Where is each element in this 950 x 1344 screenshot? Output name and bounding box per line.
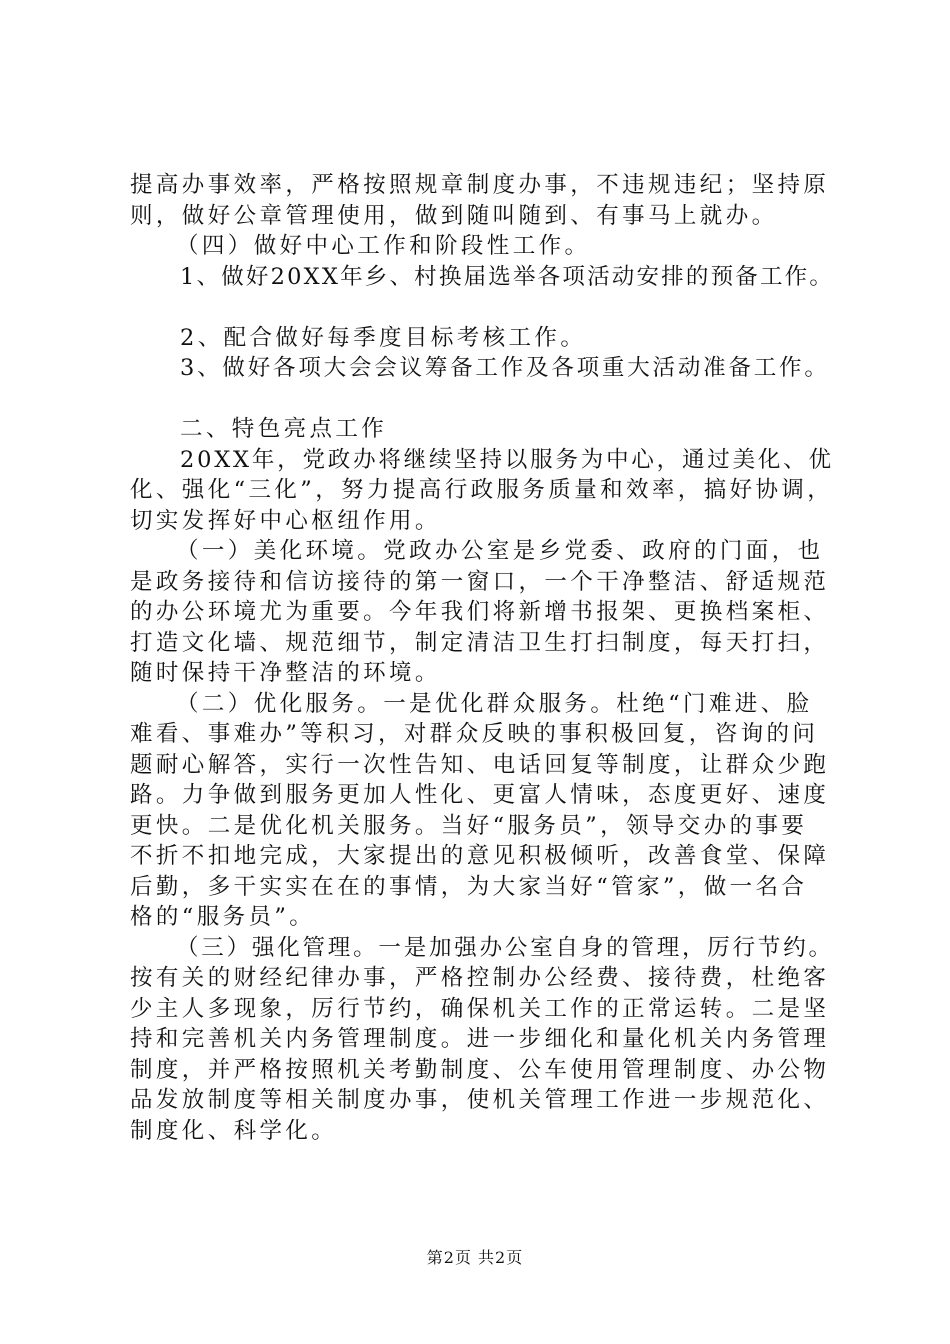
heading-section-two [130, 414, 830, 445]
document-body [130, 170, 835, 1146]
paragraph-beautify-environment [130, 536, 830, 689]
text-line: 制度，并严格按照机关考勤制度、公车使用管理制度、办公物 [130, 1056, 830, 1083]
text-line: 按有关的财经纪律办事，严格控制办公经费、接待费，杜绝客 [130, 965, 830, 991]
text-line: 持和完善机关内务管理制度。进一步细化和量化机关内务管理 [130, 1026, 830, 1052]
list-item-2 [130, 323, 830, 354]
text-line: 是政务接待和信访接待的第一窗口，一个干净整洁、舒适规范 [130, 568, 830, 595]
text-line: 20XX年，党政办将继续坚持以服务为中心，通过美化、优 [180, 446, 834, 473]
text-line: （一）美化环境。党政办公室是乡党委、政府的门面，也 [176, 538, 824, 564]
heading-section-4 [130, 231, 830, 262]
text-line: 二、特色亮点工作 [180, 416, 388, 442]
blank-line [130, 292, 830, 323]
text-line: 化、强化“三化”，努力提高行政服务质量和效率，搞好协调， [130, 477, 834, 503]
text-line: 1、做好20XX年乡、村换届选举各项活动安排的预备工作。 [180, 263, 835, 290]
text-line: 切实发挥好中心枢纽作用。 [130, 507, 441, 534]
text-line: 难看、事难办”等积习，对群众反映的事积极回复，咨询的问 [130, 721, 819, 747]
text-line: （三）强化管理。一是加强办公室自身的管理，厉行节约。 [176, 934, 834, 961]
text-line: （二）优化服务。一是优化群众服务。杜绝“门难进、脸 [176, 690, 813, 717]
paragraph-optimize-service [130, 689, 830, 933]
text-line: 的办公环境尤为重要。今年我们将新增书报架、更换档案柜、 [130, 599, 830, 625]
text-line: 3、做好各项大会会议筹备工作及各项重大活动准备工作。 [180, 355, 830, 381]
text-line: 格的“服务员”。 [130, 904, 316, 930]
text-line: （四）做好中心工作和阶段性工作。 [176, 233, 591, 259]
paragraph-overview [130, 445, 834, 537]
text-line: 随时保持干净整洁的环境。 [130, 660, 441, 686]
blank-line [130, 384, 830, 415]
text-line: 品发放制度等相关制度办事，使机关管理工作进一步规范化、 [130, 1087, 830, 1113]
text-line: 后勤，多干实实在在的事情，为大家当好“管家”，做一名合 [130, 873, 808, 900]
list-item-1 [130, 262, 835, 293]
text-line: 路。力争做到服务更加人性化、更富人情味，态度更好、速度 [130, 782, 830, 808]
page-number-footer: 第2页 共2页 [426, 1248, 524, 1267]
text-line: 提高办事效率，严格按照规章制度办事，不违规违纪；坚持原 [130, 172, 830, 198]
text-line: 更快。二是优化机关服务。当好“服务员”，领导交办的事要 [130, 812, 808, 839]
text-line: 题耐心解答，实行一次性告知、电话回复等制度，让群众少跑 [130, 751, 830, 778]
text-line: 则，做好公章管理使用，做到随叫随到、有事马上就办。 [130, 202, 778, 229]
text-line: 少主人多现象，厉行节约，确保机关工作的正常运转。二是坚 [130, 995, 830, 1022]
list-item-3 [130, 353, 830, 384]
paragraph-intro [130, 170, 830, 231]
text-line: 2、配合做好每季度目标考核工作。 [180, 324, 587, 351]
text-line: 打造文化墙、规范细节，制定清洁卫生打扫制度，每天打扫， [130, 629, 830, 656]
text-line: 制度化、科学化。 [130, 1117, 338, 1144]
paragraph-strengthen-management [130, 933, 834, 1147]
text-line: 不折不扣地完成，大家提出的意见积极倾听，改善食堂、保障 [130, 843, 830, 869]
